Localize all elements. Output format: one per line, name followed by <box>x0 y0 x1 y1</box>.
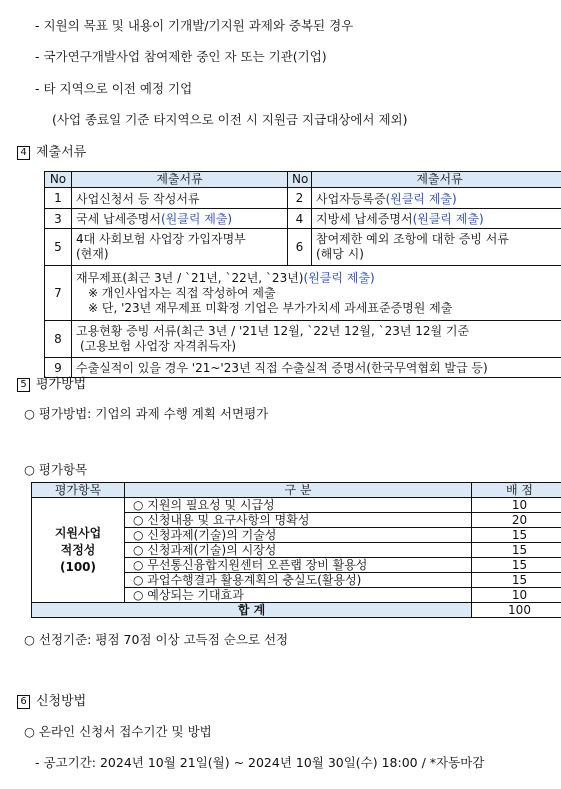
section-6-title: 신청방법 <box>36 694 87 709</box>
row-no: 9 <box>45 358 72 378</box>
intro-item-note: (사업 종료일 기준 타지역으로 이전 시 지원금 지급대상에서 제외) <box>52 112 408 127</box>
doc-text: 국세 납세증명서 <box>76 212 161 226</box>
header-score: 배 점 <box>472 483 561 498</box>
doc-line-2: ※ 개인사업자는 직접 작성하여 제출 <box>88 285 276 300</box>
selection-criteria: ○ 선정기준: 평점 70점 이상 고득점 순으로 선정 <box>24 632 289 647</box>
one-click-note: (원클릭 제출) <box>303 270 375 285</box>
doc-line-1: 4대 사회보험 사업장 가입자명부 <box>76 232 246 246</box>
row-doc <box>72 209 288 229</box>
doc-line-2: (현재) <box>76 247 109 261</box>
row-doc: 수출실적이 있을 경우 '21~'23년 직접 수출실적 증명서(한국무역협회 발급 등) <box>72 358 561 378</box>
doc-line-1: 고용현황 증빙 서류(최근 3년 / '21년 12월, `22년 12월, `23년 12월 기준 <box>76 324 470 338</box>
doc-line-2: (해당 시) <box>316 247 364 261</box>
header-doc-a: 제출서류 <box>72 172 288 188</box>
doc-line-1 <box>76 271 561 286</box>
criterion-score: 10 <box>472 588 561 603</box>
table-row <box>45 266 561 321</box>
criterion-score: 15 <box>472 558 561 573</box>
header-no-b: No <box>288 172 312 188</box>
criterion-score: 15 <box>472 573 561 588</box>
section-5-heading <box>17 373 86 392</box>
section-6-number: 6 <box>17 695 30 709</box>
one-click-note: (원클릭 제출) <box>385 191 457 206</box>
doc-line-1: 참여제한 예외 조항에 대한 증빙 서류 <box>316 232 509 246</box>
row-doc <box>72 266 561 321</box>
criterion-score: 15 <box>472 543 561 558</box>
criterion-score: 15 <box>472 528 561 543</box>
category-line-3: (100) <box>59 559 97 574</box>
header-item: 평가항목 <box>32 483 125 498</box>
evaluation-items-label: ○ 평가항목 <box>24 462 88 477</box>
evaluation-table <box>31 482 561 618</box>
documents-table <box>44 171 561 378</box>
criterion-label: ○ 신청내용 및 요구사항의 명확성 <box>125 513 472 528</box>
criterion-label: ○ 신청과제(기술)의 기술성 <box>125 528 472 543</box>
table-row <box>45 229 561 266</box>
criterion-label: ○ 예상되는 기대효과 <box>125 588 472 603</box>
criterion-label: ○ 신청과제(기술)의 시장성 <box>125 543 472 558</box>
one-click-note: (원클릭 제출) <box>412 212 484 226</box>
intro-item-3: - 타 지역으로 이전 예정 기업 <box>35 81 193 96</box>
total-label: 합 계 <box>32 603 472 618</box>
table-row <box>45 321 561 358</box>
section-5-title: 평가방법 <box>36 377 87 392</box>
section-4-number: 4 <box>17 146 30 160</box>
header-no-a: No <box>45 172 72 188</box>
header-doc-b: 제출서류 <box>312 172 561 188</box>
section-4-title: 제출서류 <box>36 145 87 160</box>
row-doc <box>72 321 561 358</box>
table-row <box>45 209 561 229</box>
total-score: 100 <box>472 603 561 618</box>
online-application: ○ 온라인 신청서 접수기간 및 방법 <box>24 724 212 739</box>
row-doc <box>312 188 561 209</box>
criterion-score: 20 <box>472 513 561 528</box>
row-no: 8 <box>45 321 72 358</box>
evaluation-header-row <box>32 483 561 498</box>
criterion-label: ○ 지원의 필요성 및 시급성 <box>125 498 472 513</box>
row-no: 2 <box>288 188 312 209</box>
row-no: 5 <box>45 229 72 266</box>
row-no: 4 <box>288 209 312 229</box>
intro-item-1: - 지원의 목표 및 내용이 기개발/기지원 과제와 중복된 경우 <box>35 18 354 33</box>
row-doc <box>312 209 561 229</box>
row-no: 6 <box>288 229 312 266</box>
doc-line-2: (고용보험 사업장 자격취득자) <box>80 339 237 353</box>
row-no: 1 <box>45 188 72 209</box>
one-click-note: (원클릭 제출) <box>160 212 233 226</box>
documents-header-row <box>45 172 561 188</box>
table-row <box>32 498 561 513</box>
criterion-score: 10 <box>472 498 561 513</box>
section-4-heading <box>17 141 86 160</box>
doc-line-3: ※ 단, '23년 재무제표 미확정 기업은 부가가치세 과세표준증명원 제출 <box>88 300 453 315</box>
section-6-heading <box>17 690 86 709</box>
category-line-2: 적정성 <box>60 542 96 557</box>
category-cell <box>32 498 125 603</box>
category-line-1: 지원사업 <box>54 525 102 540</box>
criterion-label: ○ 과업수행결과 활용계획의 충실도(활용성) <box>125 573 472 588</box>
doc-text: 재무제표(최근 3년 / `21년, `22년, `23년) <box>76 270 304 285</box>
row-doc: 사업신청서 등 작성서류 <box>72 188 288 209</box>
doc-text: 지방세 납세증명서 <box>316 212 413 226</box>
doc-text: 사업자등록증 <box>316 191 386 206</box>
total-row <box>32 603 561 618</box>
section-5-number: 5 <box>17 378 30 392</box>
header-division: 구 분 <box>125 483 472 498</box>
table-row <box>45 188 561 209</box>
table-row <box>45 358 561 378</box>
announcement-period: - 공고기간: 2024년 10월 21일(월) ~ 2024년 10월 30일(수) 18:00 / *자동마감 <box>35 755 485 770</box>
intro-item-2: - 국가연구개발사업 참여제한 중인 자 또는 기관(기업) <box>35 49 327 64</box>
criterion-label: ○ 무선통신융합지원센터 오픈랩 장비 활용성 <box>125 558 472 573</box>
row-doc <box>72 229 288 266</box>
evaluation-method: ○ 평가방법: 기업의 과제 수행 계획 서면평가 <box>24 406 269 421</box>
row-no: 3 <box>45 209 72 229</box>
row-doc <box>312 229 561 266</box>
row-no: 7 <box>45 266 72 321</box>
